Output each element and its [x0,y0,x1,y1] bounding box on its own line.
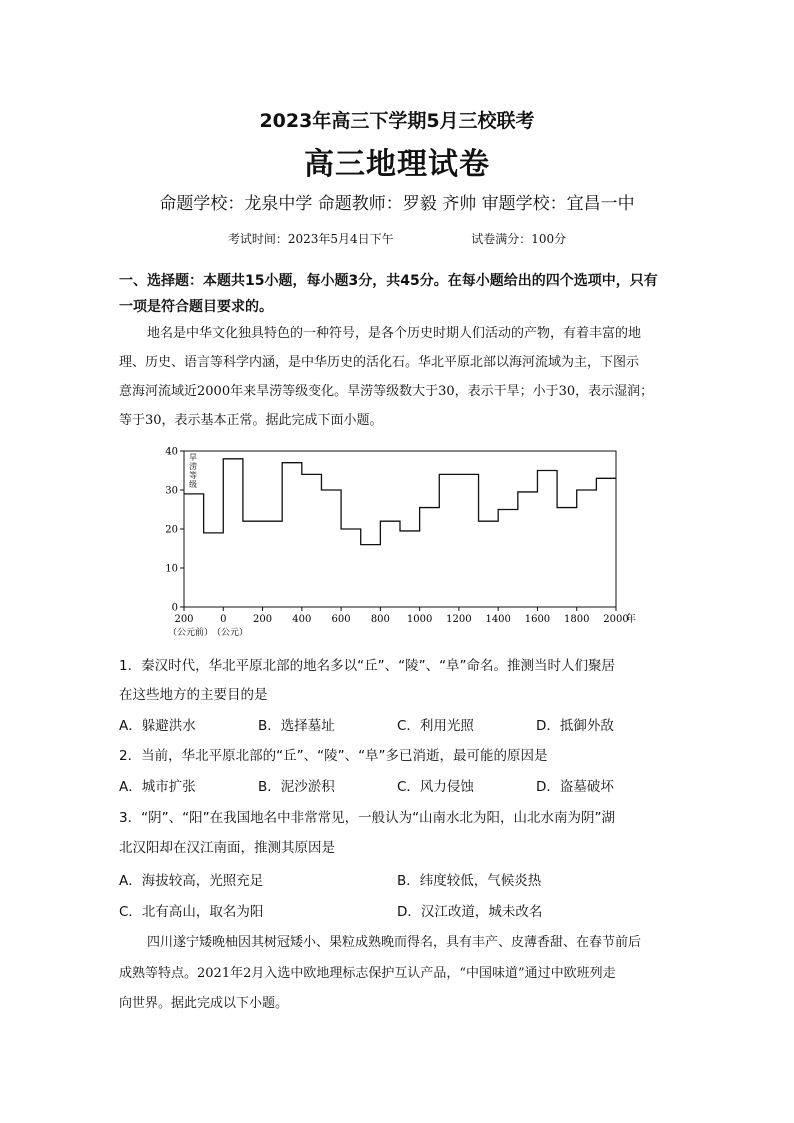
exam-authors: 命题学校：龙泉中学 命题教师：罗毅 齐帅 审题学校：宜昌一中 [159,194,635,214]
exam-score: 试卷满分：100分 [471,232,567,246]
x-tick-label: 1200 [446,614,472,625]
passage1-line4: 等于30，表示基本正常。据此完成下面小题。 [119,413,383,428]
question3-option-d: D．汉江改道，城未改名 [397,904,543,920]
question1-option-a: A．躲避洪水 [119,718,196,734]
question1-option-c: C．利用光照 [397,718,474,734]
passage1-line1: 地名是中华文化独具特色的一种符号，是各个历史时期人们活动的产物，有着丰富的地 [147,326,642,341]
y-tick-label: 30 [165,485,178,497]
x-tick-label: 200 [252,614,273,625]
question2-line1: 2．当前，华北平原北部的“丘”、“陵”、“阜”多已消逝，最可能的原因是 [119,748,548,764]
question1-line1: 1．秦汉时代，华北平原北部的地名多以“丘”、“陵”、“阜”命名。推测当时人们聚居 [119,658,616,674]
y-axis-label-char: 级 [189,480,197,489]
y-axis-label [189,453,197,489]
passage2-line3: 向世界。据此完成以下小题。 [119,996,289,1011]
x-tick-label: 1600 [524,614,551,625]
question2-option-a: A．城市扩张 [119,779,196,795]
x-tick-label: 0 [220,614,227,625]
y-tick-label: 10 [165,563,178,575]
x-tick-label: 200 [174,614,194,625]
exam-info [0,230,794,247]
question1-option-d: D．抵御外敌 [536,718,614,734]
section-heading-line2: 一项是符合题目要求的。 [119,299,273,315]
x-tick-label: 1400 [485,614,511,625]
question3-line2: 北汉阳却在汉江南面，推测其原因是 [119,840,335,856]
y-tick-label: 20 [165,524,178,536]
y-tick-label: 40 [165,446,178,458]
passage1-line2: 理、历史、语言等科学内涵，是中华历史的活化石。华北平原北部以海河流域为主，下图示 [119,355,640,370]
exam-subject-title: 高三地理试卷 [304,147,490,182]
x-tick-label: 1800 [564,614,590,625]
drought-flood-chart [160,444,660,644]
question3-line1: 3．“阴”、“阳”在我国地名中非常常见，一般认为“山南水北为阳，山北水南为阴”湖 [119,810,616,826]
x-tick-label: 800 [370,614,390,625]
question2-option-b: B．泥沙淤积 [258,779,335,795]
y-axis-label-char: 等 [189,471,197,480]
x-unit-label: 年 [626,614,636,625]
question2-option-c: C．风力侵蚀 [397,779,474,795]
y-axis-label-char: 旱 [189,453,197,462]
y-tick-label: 0 [171,602,178,614]
question1-option-b: B．选择墓址 [258,718,335,734]
x-tick-label: 600 [331,614,351,625]
question3-option-b: B．纬度较低，气候炎热 [397,873,542,889]
exam-time: 考试时间：2023年5月4日下午 [227,232,394,246]
question3-option-c: C．北有高山，取名为阳 [119,904,264,920]
drought-flood-series-line [184,459,616,545]
section-heading-line1: 一、选择题：本题共15小题，每小题3分，共45分。在每小题给出的四个选项中，只有 [119,273,658,289]
exam-title: 2023年高三下学期5月三校联考 [259,110,535,132]
x-tick-label: 400 [292,614,312,625]
x-tick-label: 2000 [603,614,629,625]
y-axis-label-char: 涝 [189,462,197,471]
x-note-bc: （公元前） [168,628,214,638]
passage1-line3: 意海河流域近2000年来旱涝等级变化。旱涝等级数大于30，表示干旱；小于30，表示湿润； [119,384,654,399]
x-note-ad: （公元） [212,628,249,638]
question2-option-d: D．盗墓破坏 [536,779,614,795]
x-tick-label: 1000 [406,614,433,625]
question3-option-a: A．海拔较高，光照充足 [119,873,264,889]
passage2-line2: 成熟等特点。2021年2月入选中欧地理标志保护互认产品，“中国味道”通过中欧班列走 [119,966,616,981]
question1-line2: 在这些地方的主要目的是 [119,687,268,703]
passage2-line1: 四川遂宁矮晚柚因其树冠矮小、果粒成熟晚而得名，具有丰产、皮薄香甜、在春节前后 [147,935,642,950]
